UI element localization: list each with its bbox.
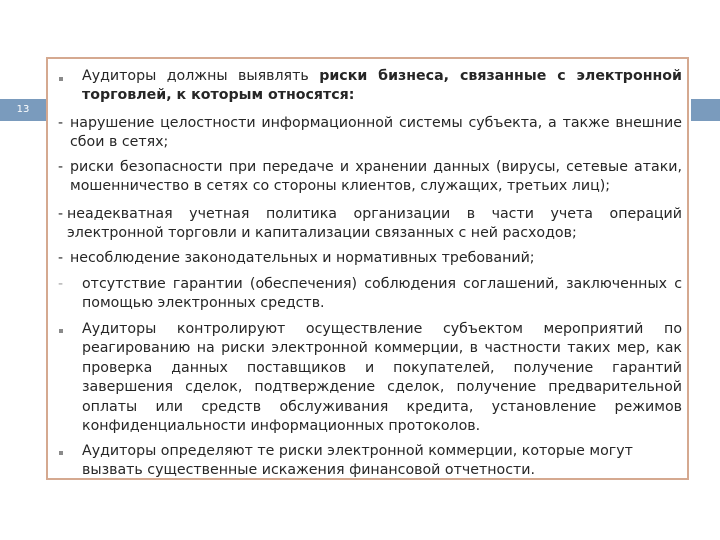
paragraph-1 xyxy=(82,67,682,106)
paragraph-1-text: Аудиторы должны выявлять xyxy=(82,68,320,84)
dash-marker: - xyxy=(58,115,64,131)
content-frame xyxy=(46,57,689,480)
paragraph-4: неадекватная учетная политика организации в части учета операций электронной торговли и капитализации связанных с ней расходов; xyxy=(67,206,682,242)
dash-marker: - xyxy=(58,206,64,222)
paragraph-2: нарушение целостности информационной системы субъекта, а также внешние сбои в сетях; xyxy=(70,115,682,151)
bullet-icon xyxy=(59,451,63,455)
dash-marker: - xyxy=(58,159,64,175)
paragraph-6: отсутствие гарантии (обеспечения) соблюдения соглашений, заключенных с помощью электронных средств. xyxy=(82,276,682,312)
slide-number: 13 xyxy=(16,104,30,115)
dash-marker: - xyxy=(58,250,64,266)
right-accent-bar xyxy=(691,99,720,121)
dash-marker: - xyxy=(58,276,64,292)
paragraph-8: Аудиторы определяют те риски электронной коммерции, которые могут вызвать существенные искажения финансовой отчетности. xyxy=(82,443,633,479)
bullet-icon xyxy=(59,329,63,333)
bullet-icon xyxy=(59,77,63,81)
paragraph-5: несоблюдение законодательных и нормативных требований; xyxy=(70,250,535,266)
paragraph-1-bold: риски бизнеса, связанные с электронной торговлей, к которым относятся: xyxy=(82,68,682,104)
paragraph-7: Аудиторы контролируют осуществление субъектом мероприятий по реагированию на риски электронной коммерции, в частности таких мер, как проверка данных поставщиков и покупателей, получение гарантий завершения сделок, подтверждение сделок, получение предварительной оплаты или средств обслуживания кредита, установление режимов конфиденциальности информационных протоколов. xyxy=(82,321,682,435)
paragraph-3: риски безопасности при передаче и хранении данных (вирусы, сетевые атаки, мошенничество в сетях со стороны клиентов, служащих, третьих лиц); xyxy=(70,159,682,195)
